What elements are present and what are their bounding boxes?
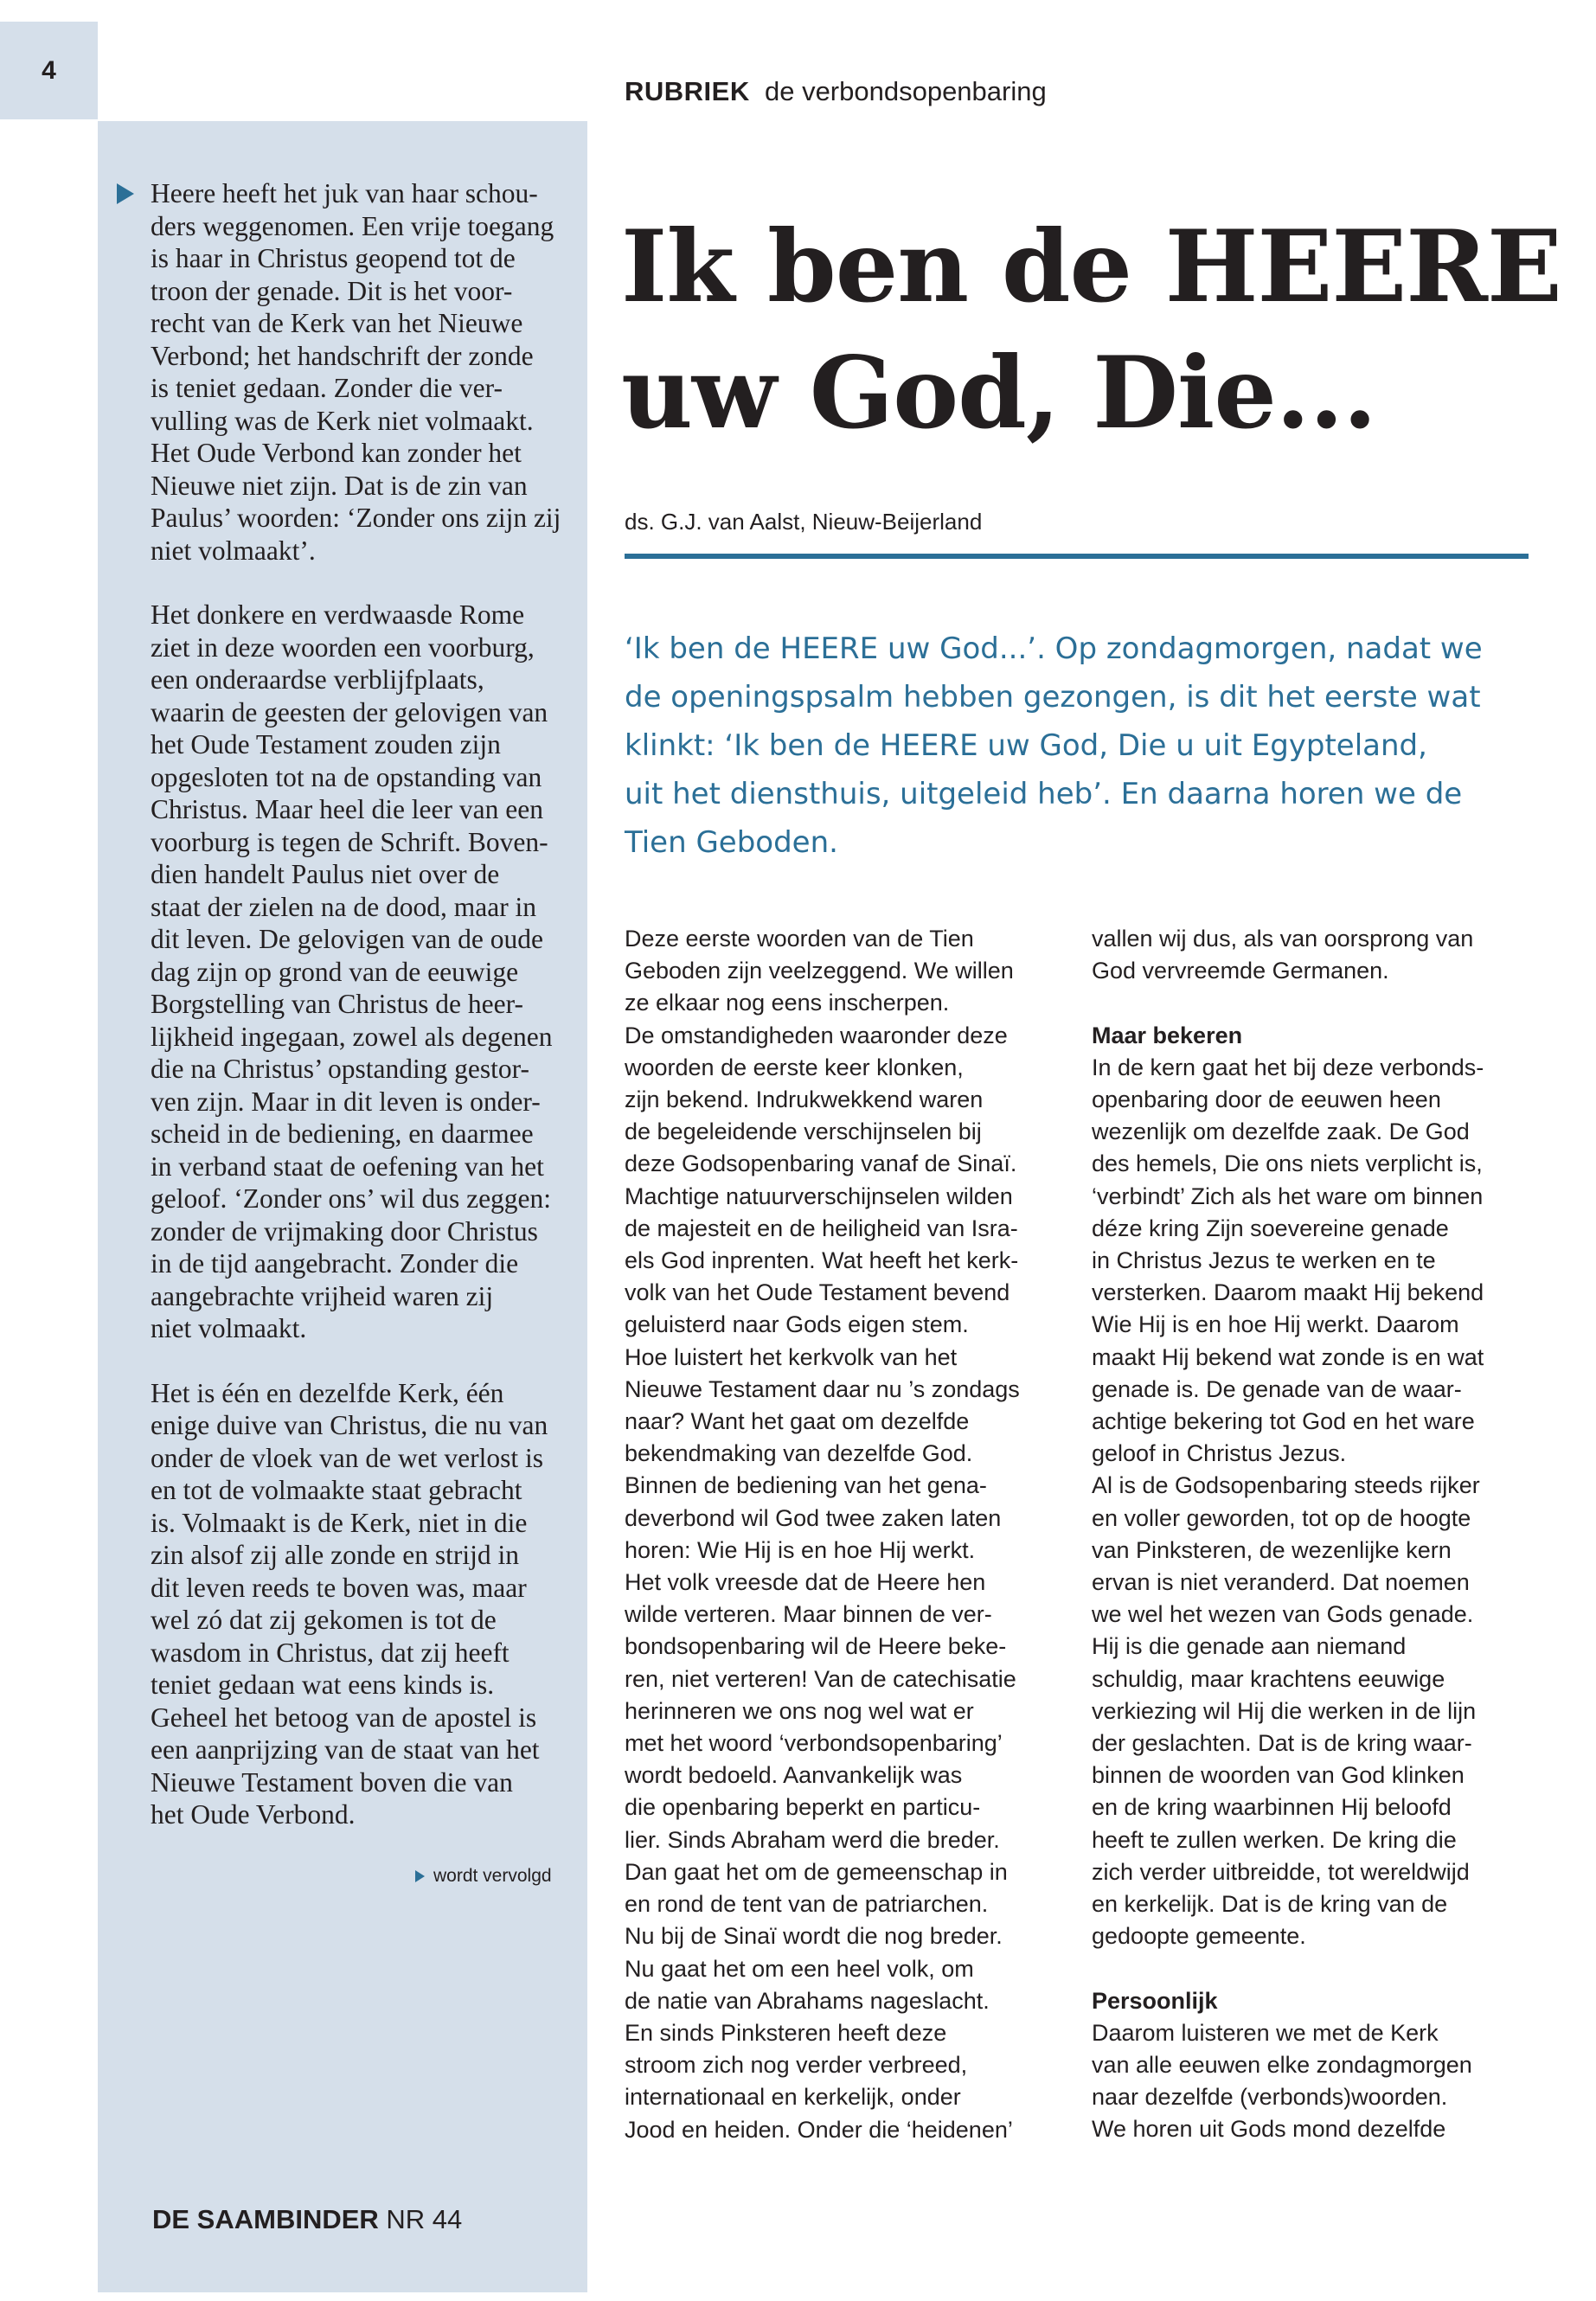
text-line: internationaal en kerkelijk, onder <box>625 2084 961 2111</box>
article-author: ds. G.J. van Aalst, Nieuw-Beijerland <box>625 509 983 535</box>
text-line: die openbaring beperkt en particu- <box>625 1794 981 1821</box>
text-line: lier. Sinds Abraham werd die breder. <box>625 1826 1000 1853</box>
text-line: bondsopenbaring wil de Heere beke- <box>625 1633 1007 1660</box>
text-line: God vervreemde Germanen. <box>1092 958 1389 984</box>
text-line: Nieuwe Testament daar nu ’s zondags <box>625 1375 1020 1402</box>
text-line: staat der zielen na de dood, maar in <box>151 891 537 922</box>
text-line: enige duive van Christus, die nu van <box>151 1410 548 1440</box>
text-line: Machtige natuurverschijnselen wilden <box>625 1183 1013 1209</box>
text-line: Binnen de bediening van het gena- <box>625 1472 987 1499</box>
text-line: geloof. ‘Zonder ons’ wil dus zeggen: <box>151 1183 552 1214</box>
text-line: van Pinksteren, de wezenlijke kern <box>1092 1536 1452 1563</box>
text-line: is haar in Christus geopend tot de <box>151 243 516 273</box>
page-number: 4 <box>42 55 56 85</box>
text-line: volk van het Oude Testament bevend <box>625 1279 1010 1306</box>
text-line: achtige bekering tot God en het ware <box>1092 1408 1475 1435</box>
text-line: en de kring waarbinnen Hij beloofd <box>1092 1794 1452 1821</box>
text-line: vulling was de Kerk niet volmaakt. <box>151 405 534 436</box>
text-line: Deze eerste woorden van de Tien <box>625 926 974 952</box>
text-line: der geslachten. Dat is de kring waar- <box>1092 1730 1472 1757</box>
text-line: ren, niet verteren! Van de catechisatie <box>625 1665 1016 1692</box>
text-line: genade is. De genade van de waar- <box>1092 1375 1462 1402</box>
sidebar-paragraph <box>151 177 566 567</box>
text-line: een aanprijzing van de staat van het <box>151 1734 540 1765</box>
text-line: horen: Wie Hij is en hoe Hij werkt. <box>625 1536 976 1563</box>
text-line: De omstandigheden waaronder deze <box>625 1022 1008 1048</box>
text-line: wordt bedoeld. Aanvankelijk was <box>625 1762 963 1789</box>
text-line: ‘verbindt’ Zich als het ware om binnen <box>1092 1183 1484 1209</box>
text-line: zonder de vrijmaking door Christus <box>151 1215 538 1247</box>
body-column-1 <box>625 923 1074 2146</box>
text-line: klinkt: ‘Ik ben de HEERE uw God, Die u uit Egypteland, <box>625 728 1427 763</box>
text-line: Nu bij de Sinaï wordt die nog breder. <box>625 1923 1003 1950</box>
text-line: is teniet gedaan. Zonder die ver- <box>151 373 503 403</box>
text-line: naar? Want het gaat om dezelfde <box>625 1408 970 1435</box>
text-line: wilde verteren. Maar binnen de ver- <box>625 1601 992 1628</box>
text-line: verkiezing wil Hij die werken in de lijn <box>1092 1697 1477 1724</box>
text-line: ervan is niet veranderd. Dat noemen <box>1092 1569 1470 1596</box>
text-line: Het volk vreesde dat de Heere hen <box>625 1569 986 1596</box>
issue-number: NR 44 <box>386 2204 463 2234</box>
text-line: ‘Ik ben de HEERE uw God...’. Op zondagmorgen, nadat we <box>625 631 1483 666</box>
continued-note <box>415 1866 552 1887</box>
text-line: openbaring door de eeuwen heen <box>1092 1086 1441 1112</box>
text-line: zin alsof zij alle zonde en strijd in <box>151 1540 519 1570</box>
text-line: in Christus Jezus te werken en te <box>1092 1247 1436 1274</box>
text-line: Wie Hij is en hoe Hij werkt. Daarom <box>1092 1311 1459 1338</box>
text-line: wasdom in Christus, dat zij heeft <box>151 1637 510 1668</box>
text-line: Christus. Maar heel die leer van een <box>151 794 543 824</box>
footer-magazine <box>152 2204 462 2235</box>
text-line: herinneren we ons nog wel wat er <box>625 1697 974 1724</box>
text-line: stroom zich nog verder verbreed, <box>625 2052 968 2079</box>
text-line: Het donkere en verdwaasde Rome <box>151 599 525 630</box>
text-line: Ik ben de HEERE <box>621 208 1561 324</box>
text-line: dag zijn op grond van de eeuwige <box>151 956 519 987</box>
text-line: Jood en heiden. Onder die ‘heidenen’ <box>625 2116 1013 2143</box>
text-line: deverbond wil God twee zaken laten <box>625 1504 1002 1531</box>
text-line: Paulus’ woorden: ‘Zonder ons zijn zij <box>151 503 561 533</box>
subheading-persoonlijk: Persoonlijk <box>1092 1987 1218 2014</box>
text-line: scheid in de bediening, en daarmee <box>151 1118 534 1149</box>
text-line: dit leven reeds te boven was, maar <box>151 1572 527 1603</box>
text-line: aangebrachte vrijheid waren zij <box>151 1280 494 1311</box>
text-line: Al is de Godsopenbaring steeds rijker <box>1092 1472 1480 1499</box>
text-line: van alle eeuwen elke zondagmorgen <box>1092 2052 1472 2079</box>
text-line: troon der genade. Dit is het voor- <box>151 275 513 306</box>
text-line: is. Volmaakt is de Kerk, niet in die <box>151 1507 528 1538</box>
text-line: dien handelt Paulus niet over de <box>151 859 500 889</box>
text-line: ziet in deze woorden een voorburg, <box>151 631 535 663</box>
text-line: Hij is die genade aan niemand <box>1092 1633 1407 1660</box>
play-arrow-icon <box>415 1870 425 1882</box>
text-line: Heere heeft het juk van haar schou- <box>151 178 538 208</box>
text-line: wel zó dat zij gekomen is tot de <box>151 1605 497 1635</box>
text-line: heeft te zullen werken. De kring die <box>1092 1826 1457 1853</box>
text-line: gedoopte gemeente. <box>1092 1923 1306 1950</box>
text-line: en tot de volmaakte staat gebracht <box>151 1475 522 1505</box>
text-line: uw God, Die... <box>621 335 1376 451</box>
text-line: de openingspsalm hebben gezongen, is dit het eerste wat <box>625 680 1481 715</box>
rubric-label: RUBRIEK <box>625 76 750 106</box>
text-line: En sinds Pinksteren heeft deze <box>625 2019 947 2046</box>
body-column-2 <box>1092 923 1542 2146</box>
text-line: de natie van Abrahams nageslacht. <box>625 1987 990 2014</box>
article-lead <box>625 625 1533 867</box>
text-line: onder de vloek van de wet verlost is <box>151 1442 543 1473</box>
text-line: Nieuwe niet zijn. Dat is de zin van <box>151 470 528 501</box>
text-line: lijkheid ingegaan, zowel als degenen <box>151 1021 553 1052</box>
text-line: geloof in Christus Jezus. <box>1092 1440 1347 1467</box>
text-line: de majesteit en de heiligheid van Isra- <box>625 1215 1018 1241</box>
text-line: We horen uit Gods mond dezelfde <box>1092 2116 1446 2143</box>
text-line: Nieuwe Testament boven die van <box>151 1766 513 1798</box>
text-line: geluisterd naar Gods eigen stem. <box>625 1311 969 1338</box>
rubric-title: de verbondsopenbaring <box>764 76 1047 106</box>
text-line: ders weggenomen. Een vrije toegang <box>151 210 554 241</box>
text-line: maakt Hij bekend wat zonde is en wat <box>1092 1343 1484 1370</box>
text-line: in de tijd aangebracht. Zonder die <box>151 1248 519 1279</box>
text-line: des hemels, Die ons niets verplicht is, <box>1092 1150 1483 1177</box>
text-line: waarin de geesten der gelovigen van <box>151 696 548 727</box>
text-line: Hoe luistert het kerkvolk van het <box>625 1343 958 1370</box>
text-line: woorden de eerste keer klonken, <box>625 1054 964 1080</box>
text-line: bekendmaking van dezelfde God. <box>625 1440 973 1467</box>
text-line: déze kring Zijn soevereine genade <box>1092 1215 1449 1241</box>
continued-label: wordt vervolgd <box>433 1866 552 1886</box>
text-line: niet volmaakt. <box>151 1313 307 1343</box>
article-headline <box>621 203 1561 456</box>
text-line: en kerkelijk. Dat is de kring van de <box>1092 1891 1448 1918</box>
text-line: Verbond; het handschrift der zonde <box>151 340 534 371</box>
text-line: het Oude Verbond. <box>151 1799 356 1830</box>
text-line: In de kern gaat het bij deze verbonds- <box>1092 1054 1484 1080</box>
text-line: ven zijn. Maar in dit leven is onder- <box>151 1086 541 1117</box>
continuation-arrow-icon <box>117 183 134 204</box>
text-line: met het woord ‘verbondsopenbaring’ <box>625 1730 1003 1757</box>
column-2-intro <box>1092 923 1542 987</box>
text-line: voorburg is tegen de Schrift. Boven- <box>151 826 548 857</box>
headline-rule <box>625 554 1529 559</box>
text-line: schuldig, maar krachtens eeuwige <box>1092 1665 1445 1692</box>
text-line: niet volmaakt’. <box>151 535 316 566</box>
text-line: een onderaardse verblijfplaats, <box>151 664 484 695</box>
text-line: Geheel het betoog van de apostel is <box>151 1702 537 1733</box>
text-line: versterken. Daarom maakt Hij bekend <box>1092 1279 1484 1306</box>
text-line: Het Oude Verbond kan zonder het <box>151 438 522 468</box>
text-line: en rond de tent van de patriarchen. <box>625 1891 989 1918</box>
text-line: de begeleidende verschijnselen bij <box>625 1118 982 1145</box>
rubric-header <box>625 76 1047 107</box>
text-line: zich verder uitbreidde, tot wereldwijd <box>1092 1858 1470 1885</box>
text-line: die na Christus’ opstanding gestor- <box>151 1054 529 1084</box>
text-line: naar dezelfde (verbonds)woorden. <box>1092 2084 1448 2111</box>
text-line: opgesloten tot na de opstanding van <box>151 761 542 792</box>
text-line: zijn bekend. Indrukwekkend waren <box>625 1086 984 1113</box>
sidebar-text <box>151 177 566 1863</box>
column-2-section-1 <box>1092 1052 1542 1953</box>
sidebar-paragraph <box>151 1377 566 1831</box>
text-line: Borgstelling van Christus de heer- <box>151 989 523 1019</box>
text-line: Dan gaat het om de gemeenschap in <box>625 1858 1008 1885</box>
text-line: deze Godsopenbaring vanaf de Sinaï. <box>625 1150 1017 1177</box>
text-line: Tien Geboden. <box>625 825 838 860</box>
sidebar-paragraph <box>151 599 566 1345</box>
text-line: wezenlijk om dezelfde zaak. De God <box>1092 1118 1470 1145</box>
text-line: Het is één en dezelfde Kerk, één <box>151 1377 504 1408</box>
text-line: ze elkaar nog eens inscherpen. <box>625 990 950 1016</box>
text-line: Nu gaat het om een heel volk, om <box>625 1955 974 1982</box>
subheading-maar-bekeren: Maar bekeren <box>1092 1022 1243 1048</box>
text-line: vallen wij dus, als van oorsprong van <box>1092 926 1474 952</box>
text-line: teniet gedaan wat eens kinds is. <box>151 1670 495 1700</box>
text-line: in verband staat de oefening van het <box>151 1150 544 1182</box>
text-line: binnen de woorden van God klinken <box>1092 1762 1465 1789</box>
text-line: recht van de Kerk van het Nieuwe <box>151 308 523 338</box>
text-line: dit leven. De gelovigen van de oude <box>151 924 543 954</box>
text-line: Daarom luisteren we met de Kerk <box>1092 2019 1439 2046</box>
text-line: Geboden zijn veelzeggend. We willen <box>625 958 1014 984</box>
column-2-section-2 <box>1092 2017 1542 2146</box>
text-line: en voller geworden, tot op de hoogte <box>1092 1504 1471 1531</box>
text-line: uit het diensthuis, uitgeleid heb’. En daarna horen we de <box>625 777 1463 811</box>
text-line: het Oude Testament zouden zijn <box>151 729 501 760</box>
text-line: els God inprenten. Wat heeft het kerk- <box>625 1247 1019 1274</box>
magazine-name: DE SAAMBINDER <box>152 2204 379 2234</box>
text-line: we wel het wezen van Gods genade. <box>1092 1601 1474 1628</box>
